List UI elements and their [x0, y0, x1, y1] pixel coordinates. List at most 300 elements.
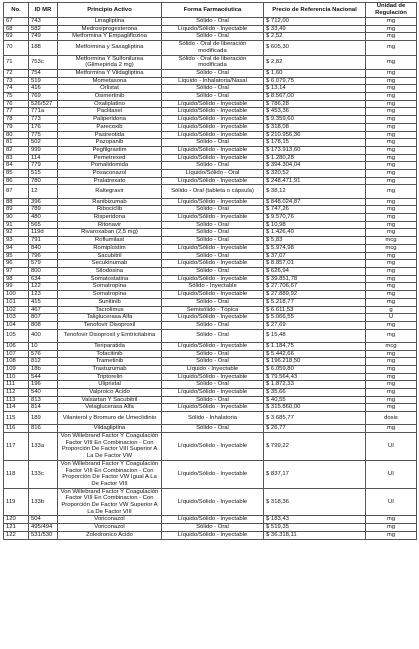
cell-id-mr: 119d [29, 229, 58, 237]
cell-no: 110 [4, 373, 29, 381]
cell-forma-farmaceutica: Sólido - Oral [162, 18, 264, 26]
cell-principio-activo: Voriconazol [58, 516, 162, 524]
cell-principio-activo: Somatropina [58, 291, 162, 299]
cell-principio-activo: Raltegravir [58, 185, 162, 198]
cell-id-mr: 133a [29, 433, 58, 461]
cell-forma-farmaceutica: Sólido - Oral [162, 425, 264, 433]
cell-id-mr: 749 [29, 33, 58, 41]
cell-precio: $ 6.611,53 [264, 306, 366, 314]
table-row [4, 321, 417, 329]
cell-unidad: mg [366, 33, 417, 41]
cell-forma-farmaceutica: Líquido/Sólido - Inyectable [162, 342, 264, 350]
cell-forma-farmaceutica: Sólido - Oral [162, 350, 264, 358]
cell-principio-activo: Linagliptina [58, 18, 162, 26]
table-row [4, 206, 417, 214]
cell-unidad: dosis [366, 412, 417, 425]
cell-id-mr: 791 [29, 237, 58, 245]
cell-unidad: mg [366, 321, 417, 329]
table-row [4, 275, 417, 283]
cell-forma-farmaceutica: Líquido/Sólido - Inyectable [162, 214, 264, 222]
cell-principio-activo: Pemetrexed [58, 154, 162, 162]
cell-no: 111 [4, 381, 29, 389]
cell-unidad: mg [366, 229, 417, 237]
cell-unidad: mg [366, 381, 417, 389]
cell-principio-activo: Ribociclib [58, 206, 162, 214]
cell-unidad: U [366, 314, 417, 322]
table-row [4, 25, 417, 33]
cell-no: 74 [4, 85, 29, 93]
table-row [4, 198, 417, 206]
cell-unidad: mcg [366, 244, 417, 252]
cell-forma-farmaceutica: Líquido/Sólido - Inyectable [162, 516, 264, 524]
cell-no: 121 [4, 524, 29, 532]
cell-id-mr: 10 [29, 342, 58, 350]
cell-precio: $ 837,17 [264, 460, 366, 488]
cell-precio: $ 173.913,60 [264, 146, 366, 154]
table-row [4, 298, 417, 306]
cell-principio-activo: Zoledronico Acido [58, 531, 162, 539]
cell-principio-activo: Paliperidona [58, 116, 162, 124]
cell-forma-farmaceutica: Sólido - Oral [162, 229, 264, 237]
cell-no: 122 [4, 531, 29, 539]
cell-unidad: mg [366, 131, 417, 139]
cell-id-mr: 807 [29, 314, 58, 322]
cell-id-mr: 480 [29, 214, 58, 222]
cell-id-mr: 753c [29, 55, 58, 69]
cell-no: 97 [4, 267, 29, 275]
cell-forma-farmaceutica: Líquido/Sólido - Inyectable [162, 123, 264, 131]
table-row [4, 123, 417, 131]
cell-no: 67 [4, 18, 29, 26]
cell-precio: $ 626,94 [264, 267, 366, 275]
table-row [4, 381, 417, 389]
cell-no: 68 [4, 25, 29, 33]
table-row [4, 404, 417, 412]
cell-precio: $ 5.442,66 [264, 350, 366, 358]
cell-id-mr: 789 [29, 206, 58, 214]
cell-principio-activo: Somatostatina [58, 275, 162, 283]
table-row [4, 93, 417, 101]
cell-principio-activo: Tacrolimus [58, 306, 162, 314]
cell-precio: $ 183,43 [264, 516, 366, 524]
cell-unidad: mg [366, 162, 417, 170]
table-row [4, 365, 417, 373]
cell-no: 92 [4, 229, 29, 237]
cell-no: 96 [4, 260, 29, 268]
cell-precio: $ 37,07 [264, 252, 366, 260]
cell-no: 78 [4, 116, 29, 124]
table-row [4, 488, 417, 516]
cell-forma-farmaceutica: Líquido/Sólido - Inyectable [162, 244, 264, 252]
cell-precio: $ 2,82 [264, 55, 366, 69]
cell-unidad: mg [366, 170, 417, 178]
cell-unidad: mg [366, 154, 417, 162]
cell-forma-farmaceutica: Líquido/Sólido - Inyectable [162, 198, 264, 206]
table-row [4, 85, 417, 93]
cell-precio: $ 40,55 [264, 396, 366, 404]
table-row [4, 177, 417, 185]
cell-forma-farmaceutica: Sólido - Oral [162, 85, 264, 93]
cell-id-mr: 796 [29, 252, 58, 260]
cell-id-mr: 814 [29, 404, 58, 412]
cell-no: 69 [4, 33, 29, 41]
cell-precio: $ 605,30 [264, 41, 366, 55]
table-row [4, 100, 417, 108]
cell-forma-farmaceutica: Sólido - Oral de liberación modificada [162, 41, 264, 55]
cell-forma-farmaceutica: Líquido/Sólido - Inyectable [162, 291, 264, 299]
table-body [4, 18, 417, 540]
cell-no: 81 [4, 139, 29, 147]
table-row [4, 433, 417, 461]
cell-principio-activo: Risperidona [58, 214, 162, 222]
cell-no: 77 [4, 108, 29, 116]
cell-unidad: mcg [366, 237, 417, 245]
cell-forma-farmaceutica: Líquido/Sólido - Inyectable [162, 177, 264, 185]
cell-precio: $ 39.851,78 [264, 275, 366, 283]
table-row [4, 516, 417, 524]
cell-forma-farmaceutica: Líquido/Sólido - Inyectable [162, 146, 264, 154]
table-row [4, 412, 417, 425]
cell-forma-farmaceutica: Líquido/Sólido - Inyectable [162, 373, 264, 381]
cell-unidad: mg [366, 329, 417, 342]
table-row [4, 116, 417, 124]
cell-id-mr: 840 [29, 244, 58, 252]
table-row [4, 425, 417, 433]
cell-id-mr: 515 [29, 170, 58, 178]
column-header-precio-referencia: Precio de Referencia Nacional [264, 3, 366, 18]
table-row [4, 229, 417, 237]
cell-precio: $ 6.079,75 [264, 77, 366, 85]
column-header-id-mr: ID MR [29, 3, 58, 18]
cell-id-mr: 754 [29, 69, 58, 77]
cell-unidad: mg [366, 214, 417, 222]
cell-precio: $ 178,15 [264, 139, 366, 147]
cell-unidad: mg [366, 350, 417, 358]
cell-id-mr: 415 [29, 298, 58, 306]
cell-precio: $ 38,12 [264, 185, 366, 198]
cell-unidad: mg [366, 100, 417, 108]
cell-id-mr: 467 [29, 306, 58, 314]
cell-unidad: mg [366, 298, 417, 306]
cell-unidad: mg [366, 198, 417, 206]
cell-precio: $ 35,66 [264, 389, 366, 397]
cell-unidad: mg [366, 260, 417, 268]
cell-no: 112 [4, 389, 29, 397]
cell-forma-farmaceutica: Sólido - Oral [162, 33, 264, 41]
cell-unidad: UI [366, 460, 417, 488]
cell-precio: $ 5.218,77 [264, 298, 366, 306]
cell-no: 100 [4, 291, 29, 299]
cell-no: 70 [4, 41, 29, 55]
cell-id-mr: 576 [29, 350, 58, 358]
cell-precio: $ 210.956,36 [264, 131, 366, 139]
cell-id-mr: 780 [29, 177, 58, 185]
cell-principio-activo: Roflumilast [58, 237, 162, 245]
cell-forma-farmaceutica: Sólido - Oral [162, 162, 264, 170]
cell-principio-activo: Tenofovir Disoproxil [58, 321, 162, 329]
table-row [4, 252, 417, 260]
cell-principio-activo: Metformina Y Empagliflozina [58, 33, 162, 41]
column-header-unidad-regulacion: Unidad de Regulación [366, 3, 417, 18]
cell-no: 105 [4, 329, 29, 342]
cell-precio: $ 27,69 [264, 321, 366, 329]
price-table [3, 2, 417, 540]
cell-no: 102 [4, 306, 29, 314]
cell-unidad: mg [366, 275, 417, 283]
cell-precio: $ 519,35 [264, 524, 366, 532]
table-row [4, 524, 417, 532]
cell-forma-farmaceutica: Líquido/Sólido - Oral [162, 170, 264, 178]
cell-no: 108 [4, 358, 29, 366]
cell-precio: $ 5.974,98 [264, 244, 366, 252]
cell-principio-activo: Orlistat [58, 85, 162, 93]
cell-forma-farmaceutica: Líquido/Sólido - Inyectable [162, 100, 264, 108]
cell-no: 85 [4, 170, 29, 178]
cell-forma-farmaceutica: Líquido/Sólido - Inyectable [162, 531, 264, 539]
cell-id-mr: 540 [29, 389, 58, 397]
table-row [4, 33, 417, 41]
cell-no: 79 [4, 123, 29, 131]
cell-precio: $ 1.872,33 [264, 381, 366, 389]
table-row [4, 131, 417, 139]
cell-unidad: mg [366, 108, 417, 116]
cell-principio-activo: Sacubitril [58, 252, 162, 260]
table-row [4, 314, 417, 322]
cell-no: 84 [4, 162, 29, 170]
cell-forma-farmaceutica: Sólido - Oral [162, 206, 264, 214]
cell-id-mr: 502 [29, 139, 58, 147]
cell-precio: $ 15,48 [264, 329, 366, 342]
cell-no: 72 [4, 69, 29, 77]
cell-id-mr: 189 [29, 412, 58, 425]
cell-principio-activo: Paclitaxel [58, 108, 162, 116]
cell-id-mr: 123 [29, 291, 58, 299]
table-row [4, 342, 417, 350]
cell-forma-farmaceutica: Sólido - Oral [162, 93, 264, 101]
cell-forma-farmaceutica: Sólido - Oral [162, 396, 264, 404]
cell-id-mr: 133c [29, 460, 58, 488]
cell-forma-farmaceutica: Líquido/Sólido - Inyectable [162, 389, 264, 397]
cell-precio: $ 8.857,01 [264, 260, 366, 268]
cell-no: 104 [4, 321, 29, 329]
cell-precio: $ 712,00 [264, 18, 366, 26]
cell-unidad: mg [366, 524, 417, 532]
cell-precio: $ 318,08 [264, 123, 366, 131]
cell-unidad: mg [366, 41, 417, 55]
cell-forma-farmaceutica: Sólido - Oral [162, 237, 264, 245]
cell-precio: $ 5.066,55 [264, 314, 366, 322]
cell-principio-activo: Trastuzumab [58, 365, 162, 373]
cell-no: 75 [4, 93, 29, 101]
cell-forma-farmaceutica: Sólido - Oral [162, 69, 264, 77]
cell-id-mr: 743 [29, 18, 58, 26]
table-row [4, 146, 417, 154]
cell-id-mr: 396 [29, 198, 58, 206]
cell-id-mr: 769 [29, 93, 58, 101]
cell-unidad: UI [366, 433, 417, 461]
cell-forma-farmaceutica: Líquido/Sólido - Inyectable [162, 154, 264, 162]
cell-principio-activo: Tofacitinib [58, 350, 162, 358]
cell-id-mr: 133b [29, 488, 58, 516]
cell-id-mr: 122 [29, 283, 58, 291]
cell-id-mr: 188 [29, 41, 58, 55]
table-row [4, 18, 417, 26]
cell-unidad: UI [366, 488, 417, 516]
cell-unidad: mg [366, 69, 417, 77]
cell-id-mr: 579 [29, 260, 58, 268]
cell-unidad: mg [366, 365, 417, 373]
cell-precio: $ 196.218,50 [264, 358, 366, 366]
cell-principio-activo: Teriparatida [58, 342, 162, 350]
cell-precio: $ 453,36 [264, 108, 366, 116]
cell-forma-farmaceutica: Sólido - Oral [162, 267, 264, 275]
cell-precio: $ 27.889,92 [264, 291, 366, 299]
cell-no: 91 [4, 221, 29, 229]
cell-principio-activo: Secukinumab [58, 260, 162, 268]
cell-id-mr: 800 [29, 267, 58, 275]
cell-unidad: mg [366, 389, 417, 397]
cell-precio: $ 848.024,87 [264, 198, 366, 206]
cell-id-mr: 565 [29, 221, 58, 229]
cell-precio: $ 2,52 [264, 33, 366, 41]
cell-precio: $ 318,36 [264, 488, 366, 516]
cell-precio: $ 26,77 [264, 425, 366, 433]
cell-forma-farmaceutica: Sólido - Oral [162, 524, 264, 532]
cell-no: 115 [4, 412, 29, 425]
cell-principio-activo: Ranibizumab [58, 198, 162, 206]
cell-forma-farmaceutica: Sólido - Oral (tableta o cápsula) [162, 185, 264, 198]
cell-precio: $ 786,28 [264, 100, 366, 108]
table-row [4, 214, 417, 222]
cell-id-mr: 813 [29, 396, 58, 404]
table-row [4, 531, 417, 539]
cell-forma-farmaceutica: Líquido/Sólido - Inyectable [162, 275, 264, 283]
cell-no: 89 [4, 206, 29, 214]
cell-unidad: mg [366, 396, 417, 404]
cell-unidad: mg [366, 139, 417, 147]
cell-forma-farmaceutica: Líquido/Sólido - Inyectable [162, 460, 264, 488]
table-row [4, 306, 417, 314]
table-row [4, 154, 417, 162]
cell-id-mr: 519 [29, 77, 58, 85]
cell-precio: $ 36.318,11 [264, 531, 366, 539]
cell-forma-farmaceutica: Sólido - Oral [162, 358, 264, 366]
cell-id-mr: 176 [29, 123, 58, 131]
cell-forma-farmaceutica: Líquido/Sólido - Inyectable [162, 433, 264, 461]
cell-id-mr: 504 [29, 516, 58, 524]
cell-no: 94 [4, 244, 29, 252]
table-header-row [4, 3, 417, 18]
cell-principio-activo: Romiplostim [58, 244, 162, 252]
cell-principio-activo: Rivaroxaban (2,5 mg) [58, 229, 162, 237]
cell-unidad: mg [366, 18, 417, 26]
cell-precio: $ 248.471,91 [264, 177, 366, 185]
cell-principio-activo: Osimertinib [58, 93, 162, 101]
table-row [4, 260, 417, 268]
cell-principio-activo: Voriconazol [58, 524, 162, 532]
cell-principio-activo: Von Willebrand Factor Y Coagulación Factor VIII En Combinacion - Con Proporción De Factor VIII Superior A La De Factor VW [58, 433, 162, 461]
cell-forma-farmaceutica: Líquido/Sólido - Inyectable [162, 314, 264, 322]
cell-id-mr: 634 [29, 275, 58, 283]
cell-principio-activo: Von Willebrand Factor Y Coagulación Factor VIII En Combinacion - Con Proporción De Factor VW Igual A La De Factor VIII [58, 460, 162, 488]
table-row [4, 221, 417, 229]
cell-precio: $ 747,26 [264, 206, 366, 214]
cell-forma-farmaceutica: Sólido - Oral [162, 321, 264, 329]
cell-no: 106 [4, 342, 29, 350]
cell-forma-farmaceutica: Líquido/Sólido - Inyectable [162, 116, 264, 124]
cell-principio-activo: Metformina y Saxagliptina [58, 41, 162, 55]
cell-principio-activo: Mometasona [58, 77, 162, 85]
cell-forma-farmaceutica: Sólido - Inyectable [162, 283, 264, 291]
column-header-principio-activo: Principio Activo [58, 3, 162, 18]
cell-principio-activo: Somatropina [58, 283, 162, 291]
cell-precio: $ 315.860,00 [264, 404, 366, 412]
cell-principio-activo: Pegfilgrastim [58, 146, 162, 154]
cell-unidad: mg [366, 531, 417, 539]
cell-unidad: mg [366, 93, 417, 101]
cell-no: 73 [4, 77, 29, 85]
cell-unidad: mg [366, 123, 417, 131]
cell-forma-farmaceutica: Líquido/Sólido - Inyectable [162, 260, 264, 268]
table-row [4, 358, 417, 366]
cell-forma-farmaceutica: Semisólido - Tópica [162, 306, 264, 314]
table-row [4, 108, 417, 116]
cell-id-mr: 526/527 [29, 100, 58, 108]
cell-no: 71 [4, 55, 29, 69]
cell-id-mr: 999 [29, 146, 58, 154]
cell-principio-activo: Vildagliptina [58, 425, 162, 433]
cell-id-mr: 18b [29, 365, 58, 373]
cell-principio-activo: Taliglucerasa Alfa [58, 314, 162, 322]
column-header-forma-farmaceutica: Forma Farmacéutica [162, 3, 264, 18]
cell-forma-farmaceutica: Sólido - Oral [162, 298, 264, 306]
cell-unidad: mcg [366, 342, 417, 350]
cell-id-mr: 812 [29, 358, 58, 366]
cell-principio-activo: Vilanterol y Bromuro de Umeclidinio [58, 412, 162, 425]
cell-principio-activo: Valproico Ácido [58, 389, 162, 397]
cell-unidad: mg [366, 404, 417, 412]
table-row [4, 329, 417, 342]
cell-id-mr: 531/530 [29, 531, 58, 539]
cell-principio-activo: Von Willebrand Factor Y Coagulación Factor VIII En Combinacion - Con Proporción De Factor VW Superior A La De Factor VIII [58, 488, 162, 516]
cell-forma-farmaceutica: Sólido - Oral [162, 329, 264, 342]
cell-id-mr: 775 [29, 131, 58, 139]
table-row [4, 55, 417, 69]
table-row [4, 237, 417, 245]
cell-unidad: mg [366, 85, 417, 93]
cell-principio-activo: Tenofovir Disoproxil y Emtricitabina [58, 329, 162, 342]
table-row [4, 170, 417, 178]
cell-principio-activo: Metformina Y Sulfonilurea (Glimepirida 2 mg) [58, 55, 162, 69]
cell-precio: $ 1.184,75 [264, 342, 366, 350]
cell-precio: $ 320,52 [264, 170, 366, 178]
cell-precio: $ 799,22 [264, 433, 366, 461]
cell-principio-activo: Oxaliplatino [58, 100, 162, 108]
cell-precio: $ 6.059,80 [264, 365, 366, 373]
cell-unidad: mg [366, 206, 417, 214]
cell-no: 109 [4, 365, 29, 373]
cell-unidad: mg [366, 252, 417, 260]
cell-id-mr: 779 [29, 162, 58, 170]
cell-precio: $ 1,60 [264, 69, 366, 77]
cell-unidad: mg [366, 177, 417, 185]
table-row [4, 69, 417, 77]
cell-no: 120 [4, 516, 29, 524]
cell-unidad: mg [366, 116, 417, 124]
cell-precio: $ 394.304,04 [264, 162, 366, 170]
cell-principio-activo: Medroxiprogesterona [58, 25, 162, 33]
cell-no: 99 [4, 283, 29, 291]
